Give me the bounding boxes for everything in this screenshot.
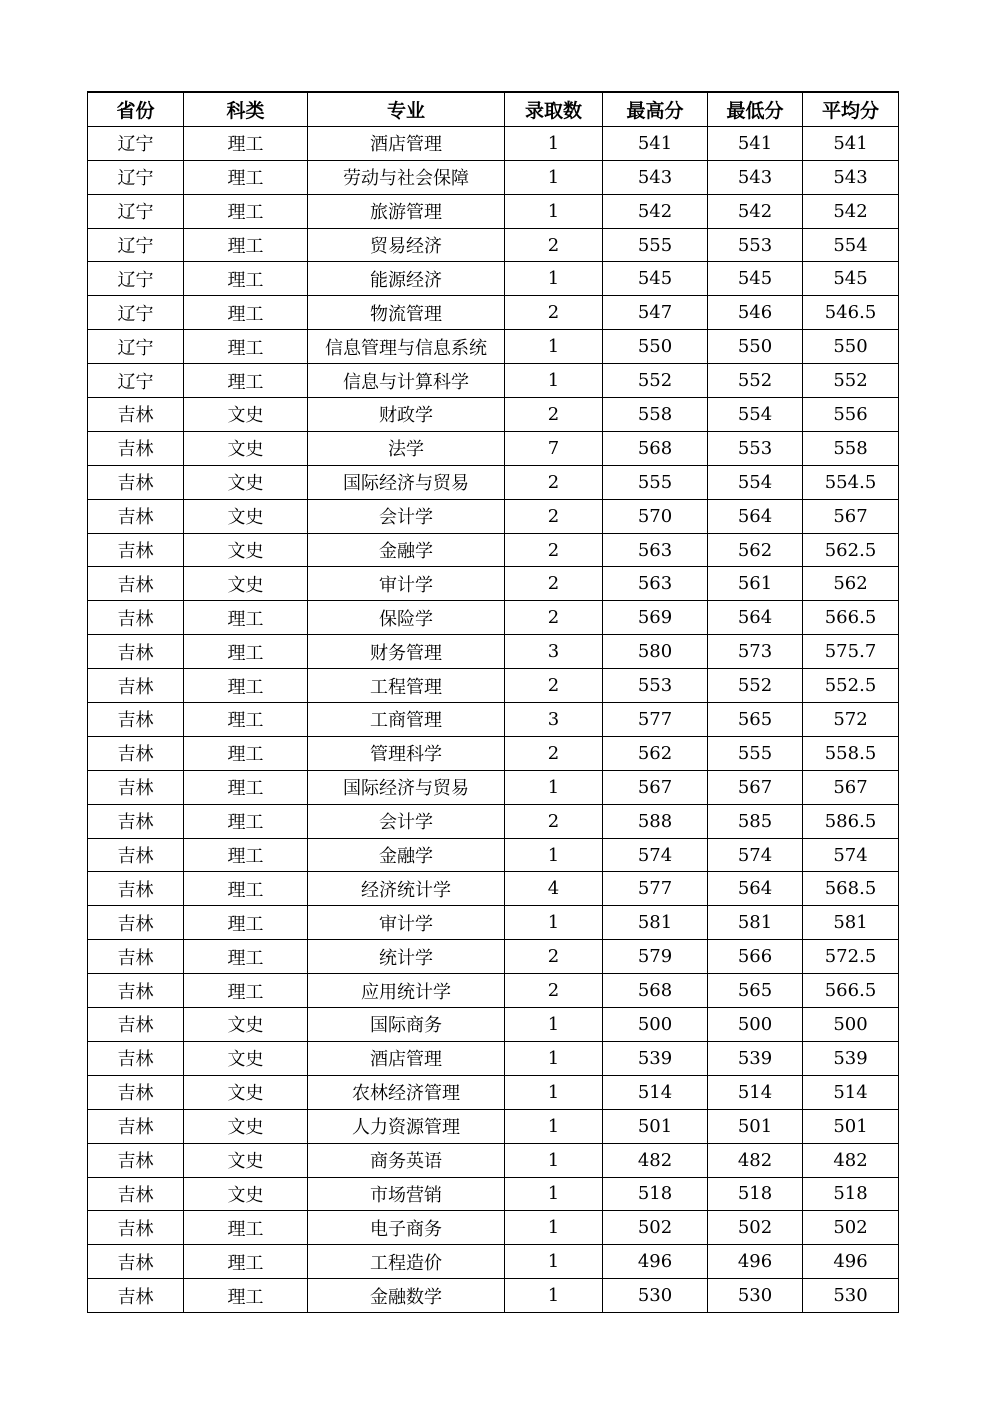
cell-major: 法学 xyxy=(308,431,505,465)
cell-province: 吉林 xyxy=(88,974,184,1008)
table-row xyxy=(88,804,899,838)
cell-admitted-count: 2 xyxy=(505,228,603,262)
cell-max-score: 496 xyxy=(603,1245,708,1279)
cell-province: 吉林 xyxy=(88,940,184,974)
cell-min-score: 514 xyxy=(708,1075,803,1109)
cell-province: 辽宁 xyxy=(88,330,184,364)
cell-category: 理工 xyxy=(184,703,308,737)
cell-major: 审计学 xyxy=(308,906,505,940)
cell-province: 吉林 xyxy=(88,1109,184,1143)
cell-major: 金融学 xyxy=(308,533,505,567)
cell-admitted-count: 1 xyxy=(505,1143,603,1177)
table-row xyxy=(88,533,899,567)
cell-min-score: 496 xyxy=(708,1245,803,1279)
cell-category: 文史 xyxy=(184,1041,308,1075)
cell-max-score: 502 xyxy=(603,1211,708,1245)
cell-admitted-count: 3 xyxy=(505,703,603,737)
cell-admitted-count: 1 xyxy=(505,160,603,194)
cell-min-score: 546 xyxy=(708,296,803,330)
table-row xyxy=(88,770,899,804)
cell-admitted-count: 2 xyxy=(505,533,603,567)
cell-max-score: 501 xyxy=(603,1109,708,1143)
cell-admitted-count: 2 xyxy=(505,669,603,703)
cell-admitted-count: 3 xyxy=(505,635,603,669)
table-header-row xyxy=(88,92,899,126)
cell-min-score: 550 xyxy=(708,330,803,364)
cell-admitted-count: 1 xyxy=(505,1279,603,1313)
cell-province: 吉林 xyxy=(88,635,184,669)
cell-avg-score: 568.5 xyxy=(803,872,899,906)
cell-admitted-count: 1 xyxy=(505,770,603,804)
cell-max-score: 555 xyxy=(603,228,708,262)
table-row xyxy=(88,465,899,499)
cell-min-score: 566 xyxy=(708,940,803,974)
cell-category: 文史 xyxy=(184,1075,308,1109)
header-avg-score: 平均分 xyxy=(803,92,899,126)
header-min-score: 最低分 xyxy=(708,92,803,126)
table-row xyxy=(88,1109,899,1143)
cell-min-score: 564 xyxy=(708,601,803,635)
cell-max-score: 550 xyxy=(603,330,708,364)
cell-major: 国际经济与贸易 xyxy=(308,770,505,804)
cell-min-score: 552 xyxy=(708,669,803,703)
cell-province: 吉林 xyxy=(88,601,184,635)
cell-admitted-count: 2 xyxy=(505,296,603,330)
cell-avg-score: 566.5 xyxy=(803,601,899,635)
cell-major: 酒店管理 xyxy=(308,1041,505,1075)
table-row xyxy=(88,974,899,1008)
cell-max-score: 569 xyxy=(603,601,708,635)
table-row xyxy=(88,567,899,601)
cell-admitted-count: 2 xyxy=(505,499,603,533)
cell-category: 理工 xyxy=(184,126,308,160)
cell-admitted-count: 1 xyxy=(505,364,603,398)
table-row xyxy=(88,1177,899,1211)
cell-category: 理工 xyxy=(184,1245,308,1279)
cell-province: 吉林 xyxy=(88,703,184,737)
cell-min-score: 562 xyxy=(708,533,803,567)
cell-max-score: 574 xyxy=(603,838,708,872)
cell-province: 吉林 xyxy=(88,1177,184,1211)
cell-min-score: 539 xyxy=(708,1041,803,1075)
table-row xyxy=(88,364,899,398)
cell-min-score: 554 xyxy=(708,398,803,432)
cell-category: 文史 xyxy=(184,431,308,465)
cell-major: 金融学 xyxy=(308,838,505,872)
cell-max-score: 568 xyxy=(603,974,708,1008)
cell-max-score: 558 xyxy=(603,398,708,432)
cell-min-score: 565 xyxy=(708,974,803,1008)
cell-max-score: 580 xyxy=(603,635,708,669)
cell-category: 文史 xyxy=(184,1008,308,1042)
cell-major: 旅游管理 xyxy=(308,194,505,228)
cell-min-score: 501 xyxy=(708,1109,803,1143)
cell-min-score: 553 xyxy=(708,228,803,262)
table-row xyxy=(88,703,899,737)
cell-major: 劳动与社会保障 xyxy=(308,160,505,194)
cell-max-score: 577 xyxy=(603,872,708,906)
cell-major: 农林经济管理 xyxy=(308,1075,505,1109)
cell-category: 文史 xyxy=(184,567,308,601)
cell-major: 会计学 xyxy=(308,499,505,533)
cell-max-score: 542 xyxy=(603,194,708,228)
cell-major: 审计学 xyxy=(308,567,505,601)
table-row xyxy=(88,126,899,160)
cell-major: 财政学 xyxy=(308,398,505,432)
cell-avg-score: 496 xyxy=(803,1245,899,1279)
cell-admitted-count: 1 xyxy=(505,1245,603,1279)
table-row xyxy=(88,1143,899,1177)
cell-min-score: 565 xyxy=(708,703,803,737)
cell-avg-score: 545 xyxy=(803,262,899,296)
cell-avg-score: 514 xyxy=(803,1075,899,1109)
cell-avg-score: 567 xyxy=(803,770,899,804)
cell-admitted-count: 2 xyxy=(505,567,603,601)
cell-category: 文史 xyxy=(184,1143,308,1177)
cell-avg-score: 541 xyxy=(803,126,899,160)
table-body xyxy=(88,126,899,1312)
cell-admitted-count: 2 xyxy=(505,940,603,974)
table-row xyxy=(88,1245,899,1279)
table-row xyxy=(88,736,899,770)
cell-admitted-count: 1 xyxy=(505,1041,603,1075)
cell-province: 吉林 xyxy=(88,1075,184,1109)
cell-major: 商务英语 xyxy=(308,1143,505,1177)
cell-min-score: 553 xyxy=(708,431,803,465)
cell-category: 理工 xyxy=(184,669,308,703)
cell-category: 理工 xyxy=(184,940,308,974)
table-row xyxy=(88,669,899,703)
header-province: 省份 xyxy=(88,92,184,126)
cell-province: 辽宁 xyxy=(88,160,184,194)
cell-min-score: 482 xyxy=(708,1143,803,1177)
cell-avg-score: 558 xyxy=(803,431,899,465)
table-row xyxy=(88,1279,899,1313)
cell-min-score: 530 xyxy=(708,1279,803,1313)
cell-major: 工商管理 xyxy=(308,703,505,737)
cell-category: 理工 xyxy=(184,364,308,398)
cell-max-score: 567 xyxy=(603,770,708,804)
cell-max-score: 541 xyxy=(603,126,708,160)
table-row xyxy=(88,499,899,533)
cell-category: 理工 xyxy=(184,974,308,1008)
table-row xyxy=(88,262,899,296)
cell-avg-score: 502 xyxy=(803,1211,899,1245)
cell-major: 能源经济 xyxy=(308,262,505,296)
cell-category: 理工 xyxy=(184,296,308,330)
cell-province: 吉林 xyxy=(88,1008,184,1042)
cell-avg-score: 572 xyxy=(803,703,899,737)
table-row xyxy=(88,872,899,906)
cell-max-score: 562 xyxy=(603,736,708,770)
cell-major: 物流管理 xyxy=(308,296,505,330)
cell-major: 信息与计算科学 xyxy=(308,364,505,398)
table-row xyxy=(88,1075,899,1109)
cell-admitted-count: 2 xyxy=(505,974,603,1008)
cell-min-score: 574 xyxy=(708,838,803,872)
cell-avg-score: 554.5 xyxy=(803,465,899,499)
cell-province: 吉林 xyxy=(88,669,184,703)
cell-province: 吉林 xyxy=(88,872,184,906)
cell-admitted-count: 1 xyxy=(505,1211,603,1245)
table-row xyxy=(88,906,899,940)
cell-admitted-count: 7 xyxy=(505,431,603,465)
cell-min-score: 543 xyxy=(708,160,803,194)
cell-admitted-count: 1 xyxy=(505,126,603,160)
cell-major: 管理科学 xyxy=(308,736,505,770)
cell-min-score: 554 xyxy=(708,465,803,499)
cell-min-score: 545 xyxy=(708,262,803,296)
cell-category: 理工 xyxy=(184,736,308,770)
cell-avg-score: 556 xyxy=(803,398,899,432)
cell-min-score: 581 xyxy=(708,906,803,940)
cell-min-score: 585 xyxy=(708,804,803,838)
cell-max-score: 530 xyxy=(603,1279,708,1313)
cell-max-score: 588 xyxy=(603,804,708,838)
cell-avg-score: 530 xyxy=(803,1279,899,1313)
cell-avg-score: 482 xyxy=(803,1143,899,1177)
cell-admitted-count: 1 xyxy=(505,262,603,296)
cell-province: 吉林 xyxy=(88,398,184,432)
table-row xyxy=(88,398,899,432)
cell-avg-score: 581 xyxy=(803,906,899,940)
cell-province: 吉林 xyxy=(88,465,184,499)
cell-avg-score: 572.5 xyxy=(803,940,899,974)
cell-max-score: 545 xyxy=(603,262,708,296)
cell-admitted-count: 1 xyxy=(505,1008,603,1042)
header-admitted-count: 录取数 xyxy=(505,92,603,126)
cell-min-score: 552 xyxy=(708,364,803,398)
cell-avg-score: 552.5 xyxy=(803,669,899,703)
table-row xyxy=(88,1041,899,1075)
cell-avg-score: 575.7 xyxy=(803,635,899,669)
cell-category: 理工 xyxy=(184,838,308,872)
cell-avg-score: 562 xyxy=(803,567,899,601)
cell-admitted-count: 1 xyxy=(505,1109,603,1143)
cell-province: 辽宁 xyxy=(88,126,184,160)
cell-category: 理工 xyxy=(184,872,308,906)
header-category: 科类 xyxy=(184,92,308,126)
cell-category: 理工 xyxy=(184,160,308,194)
cell-admitted-count: 1 xyxy=(505,906,603,940)
cell-avg-score: 574 xyxy=(803,838,899,872)
cell-max-score: 581 xyxy=(603,906,708,940)
cell-avg-score: 539 xyxy=(803,1041,899,1075)
cell-province: 吉林 xyxy=(88,1143,184,1177)
cell-category: 理工 xyxy=(184,262,308,296)
table-row xyxy=(88,194,899,228)
table-row xyxy=(88,1008,899,1042)
cell-min-score: 541 xyxy=(708,126,803,160)
table-row xyxy=(88,601,899,635)
cell-category: 文史 xyxy=(184,398,308,432)
cell-max-score: 568 xyxy=(603,431,708,465)
cell-category: 文史 xyxy=(184,465,308,499)
cell-min-score: 542 xyxy=(708,194,803,228)
cell-max-score: 579 xyxy=(603,940,708,974)
cell-major: 会计学 xyxy=(308,804,505,838)
cell-major: 信息管理与信息系统 xyxy=(308,330,505,364)
cell-avg-score: 567 xyxy=(803,499,899,533)
cell-admitted-count: 4 xyxy=(505,872,603,906)
cell-max-score: 563 xyxy=(603,567,708,601)
cell-major: 酒店管理 xyxy=(308,126,505,160)
cell-max-score: 547 xyxy=(603,296,708,330)
cell-min-score: 573 xyxy=(708,635,803,669)
header-max-score: 最高分 xyxy=(603,92,708,126)
cell-province: 吉林 xyxy=(88,431,184,465)
cell-admitted-count: 1 xyxy=(505,1177,603,1211)
cell-avg-score: 500 xyxy=(803,1008,899,1042)
cell-avg-score: 546.5 xyxy=(803,296,899,330)
cell-province: 吉林 xyxy=(88,906,184,940)
cell-major: 工程管理 xyxy=(308,669,505,703)
table-row xyxy=(88,940,899,974)
cell-max-score: 543 xyxy=(603,160,708,194)
cell-category: 文史 xyxy=(184,499,308,533)
cell-avg-score: 558.5 xyxy=(803,736,899,770)
cell-admitted-count: 2 xyxy=(505,465,603,499)
cell-province: 吉林 xyxy=(88,770,184,804)
table-row xyxy=(88,160,899,194)
cell-max-score: 552 xyxy=(603,364,708,398)
cell-min-score: 500 xyxy=(708,1008,803,1042)
cell-major: 国际商务 xyxy=(308,1008,505,1042)
cell-province: 吉林 xyxy=(88,533,184,567)
admission-score-table xyxy=(87,91,899,1313)
cell-admitted-count: 1 xyxy=(505,1075,603,1109)
cell-major: 经济统计学 xyxy=(308,872,505,906)
cell-province: 辽宁 xyxy=(88,296,184,330)
cell-max-score: 482 xyxy=(603,1143,708,1177)
cell-admitted-count: 2 xyxy=(505,398,603,432)
cell-major: 贸易经济 xyxy=(308,228,505,262)
table-row xyxy=(88,296,899,330)
cell-avg-score: 518 xyxy=(803,1177,899,1211)
cell-major: 市场营销 xyxy=(308,1177,505,1211)
table-row xyxy=(88,228,899,262)
cell-max-score: 518 xyxy=(603,1177,708,1211)
cell-min-score: 518 xyxy=(708,1177,803,1211)
cell-major: 工程造价 xyxy=(308,1245,505,1279)
cell-avg-score: 552 xyxy=(803,364,899,398)
cell-province: 吉林 xyxy=(88,499,184,533)
table-row xyxy=(88,838,899,872)
cell-max-score: 555 xyxy=(603,465,708,499)
cell-province: 吉林 xyxy=(88,1279,184,1313)
cell-max-score: 563 xyxy=(603,533,708,567)
cell-major: 统计学 xyxy=(308,940,505,974)
cell-avg-score: 562.5 xyxy=(803,533,899,567)
cell-admitted-count: 2 xyxy=(505,736,603,770)
cell-min-score: 502 xyxy=(708,1211,803,1245)
cell-category: 理工 xyxy=(184,1279,308,1313)
cell-min-score: 561 xyxy=(708,567,803,601)
cell-category: 理工 xyxy=(184,601,308,635)
cell-category: 理工 xyxy=(184,906,308,940)
table-row xyxy=(88,431,899,465)
cell-category: 文史 xyxy=(184,1109,308,1143)
cell-category: 文史 xyxy=(184,533,308,567)
cell-max-score: 570 xyxy=(603,499,708,533)
cell-category: 理工 xyxy=(184,804,308,838)
cell-category: 理工 xyxy=(184,194,308,228)
cell-admitted-count: 1 xyxy=(505,194,603,228)
cell-major: 保险学 xyxy=(308,601,505,635)
cell-max-score: 514 xyxy=(603,1075,708,1109)
table-row xyxy=(88,635,899,669)
cell-major: 金融数学 xyxy=(308,1279,505,1313)
cell-avg-score: 542 xyxy=(803,194,899,228)
cell-province: 辽宁 xyxy=(88,228,184,262)
table-row xyxy=(88,1211,899,1245)
cell-max-score: 577 xyxy=(603,703,708,737)
cell-avg-score: 566.5 xyxy=(803,974,899,1008)
cell-min-score: 564 xyxy=(708,872,803,906)
cell-category: 理工 xyxy=(184,770,308,804)
cell-admitted-count: 1 xyxy=(505,330,603,364)
cell-max-score: 553 xyxy=(603,669,708,703)
cell-avg-score: 554 xyxy=(803,228,899,262)
cell-province: 吉林 xyxy=(88,838,184,872)
cell-avg-score: 550 xyxy=(803,330,899,364)
cell-province: 吉林 xyxy=(88,1211,184,1245)
cell-min-score: 555 xyxy=(708,736,803,770)
table-row xyxy=(88,330,899,364)
cell-major: 电子商务 xyxy=(308,1211,505,1245)
cell-category: 理工 xyxy=(184,1211,308,1245)
cell-min-score: 564 xyxy=(708,499,803,533)
cell-admitted-count: 1 xyxy=(505,838,603,872)
cell-avg-score: 586.5 xyxy=(803,804,899,838)
cell-avg-score: 501 xyxy=(803,1109,899,1143)
cell-category: 理工 xyxy=(184,330,308,364)
cell-province: 辽宁 xyxy=(88,262,184,296)
cell-min-score: 567 xyxy=(708,770,803,804)
cell-category: 理工 xyxy=(184,635,308,669)
cell-province: 吉林 xyxy=(88,567,184,601)
cell-max-score: 500 xyxy=(603,1008,708,1042)
cell-major: 国际经济与贸易 xyxy=(308,465,505,499)
cell-province: 吉林 xyxy=(88,804,184,838)
cell-avg-score: 543 xyxy=(803,160,899,194)
cell-category: 文史 xyxy=(184,1177,308,1211)
header-major: 专业 xyxy=(308,92,505,126)
cell-major: 人力资源管理 xyxy=(308,1109,505,1143)
cell-admitted-count: 2 xyxy=(505,804,603,838)
cell-province: 吉林 xyxy=(88,1245,184,1279)
cell-max-score: 539 xyxy=(603,1041,708,1075)
cell-province: 吉林 xyxy=(88,1041,184,1075)
cell-major: 财务管理 xyxy=(308,635,505,669)
cell-major: 应用统计学 xyxy=(308,974,505,1008)
cell-province: 辽宁 xyxy=(88,364,184,398)
cell-province: 辽宁 xyxy=(88,194,184,228)
cell-province: 吉林 xyxy=(88,736,184,770)
cell-category: 理工 xyxy=(184,228,308,262)
cell-admitted-count: 2 xyxy=(505,601,603,635)
